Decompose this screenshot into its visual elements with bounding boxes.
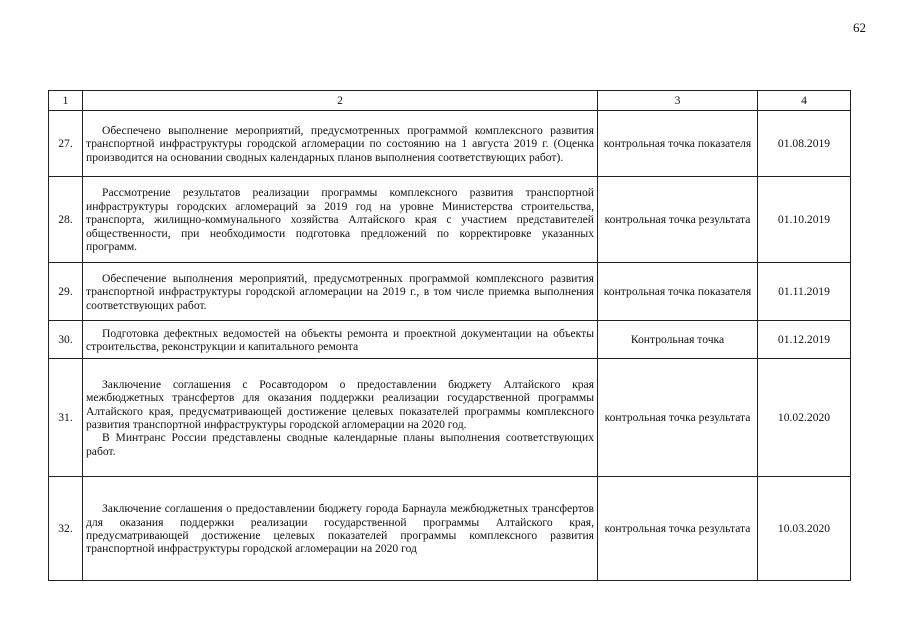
row-date: 01.11.2019 <box>758 263 851 321</box>
row-control-type: контрольная точка результата <box>598 359 758 477</box>
description-paragraph: В Минтранс России представлены сводные календарные планы выполнения соответствующих работ. <box>86 431 594 458</box>
row-description <box>83 111 598 177</box>
description-paragraph: Обеспечено выполнение мероприятий, предусмотренных программой комплексного развития транспортной инфраструктуры городской агломерации по состоянию на 1 августа 2019 г. (Оценка производится на основании сводных календарных планов выполнения соответствующих работ). <box>86 123 594 164</box>
header-cell-type: 3 <box>598 91 758 111</box>
row-description <box>83 359 598 477</box>
row-control-type: контрольная точка результата <box>598 477 758 581</box>
row-number: 28. <box>49 177 83 263</box>
description-paragraph: Подготовка дефектных ведомостей на объекты ремонта и проектной документации на объекты строительства, реконструкции и капитального ремонта <box>86 326 594 353</box>
table-header-row <box>49 91 851 111</box>
table-row <box>49 263 851 321</box>
description-paragraph: Заключение соглашения с Росавтодором о предоставлении бюджету Алтайского края межбюджетных трансфертов для оказания поддержки реализации государственной программы Алтайского края, предусматривающей достижение целевых показателей программы комплексного развития транспортной инфраструктуры городской агломерации на 2020 год. <box>86 377 594 431</box>
row-control-type: контрольная точка результата <box>598 177 758 263</box>
table-row <box>49 111 851 177</box>
row-date: 10.03.2020 <box>758 477 851 581</box>
row-number: 32. <box>49 477 83 581</box>
row-control-type: контрольная точка показателя <box>598 111 758 177</box>
row-number: 31. <box>49 359 83 477</box>
row-date: 01.08.2019 <box>758 111 851 177</box>
row-date: 10.02.2020 <box>758 359 851 477</box>
row-description <box>83 263 598 321</box>
row-description <box>83 321 598 359</box>
control-points-table <box>48 90 851 581</box>
header-cell-date: 4 <box>758 91 851 111</box>
table-row <box>49 177 851 263</box>
table-row <box>49 477 851 581</box>
row-number: 30. <box>49 321 83 359</box>
row-date: 01.10.2019 <box>758 177 851 263</box>
description-paragraph: Рассмотрение результатов реализации программы комплексного развития транспортной инфраструктуры городских агломераций за 2019 год на уровне Министерства строительства, транспорта, жилищно-коммунального хозяйства Алтайского края с участием представителей общественности, при необходимости подготовка предложений по корректировке указанных программ. <box>86 186 594 254</box>
row-control-type: контрольная точка показателя <box>598 263 758 321</box>
table-row <box>49 321 851 359</box>
page-number: 62 <box>853 20 866 35</box>
header-cell-description: 2 <box>83 91 598 111</box>
table-row <box>49 359 851 477</box>
row-control-type: Контрольная точка <box>598 321 758 359</box>
row-description <box>83 477 598 581</box>
description-paragraph: Обеспечение выполнения мероприятий, предусмотренных программой комплексного развития транспортной инфраструктуры городской агломерации на 2019 г., в том числе приемка выполнения соответствующих работ. <box>86 271 594 312</box>
row-number: 29. <box>49 263 83 321</box>
row-date: 01.12.2019 <box>758 321 851 359</box>
description-paragraph: Заключение соглашения о предоставлении бюджету города Барнаула межбюджетных трансфертов для оказания поддержки реализации государственной программы Алтайского края, предусматривающей достижение целевых показателей программы комплексного развития транспортной инфраструктуры городской агломерации на 2020 год <box>86 502 594 556</box>
header-cell-number: 1 <box>49 91 83 111</box>
row-description <box>83 177 598 263</box>
row-number: 27. <box>49 111 83 177</box>
